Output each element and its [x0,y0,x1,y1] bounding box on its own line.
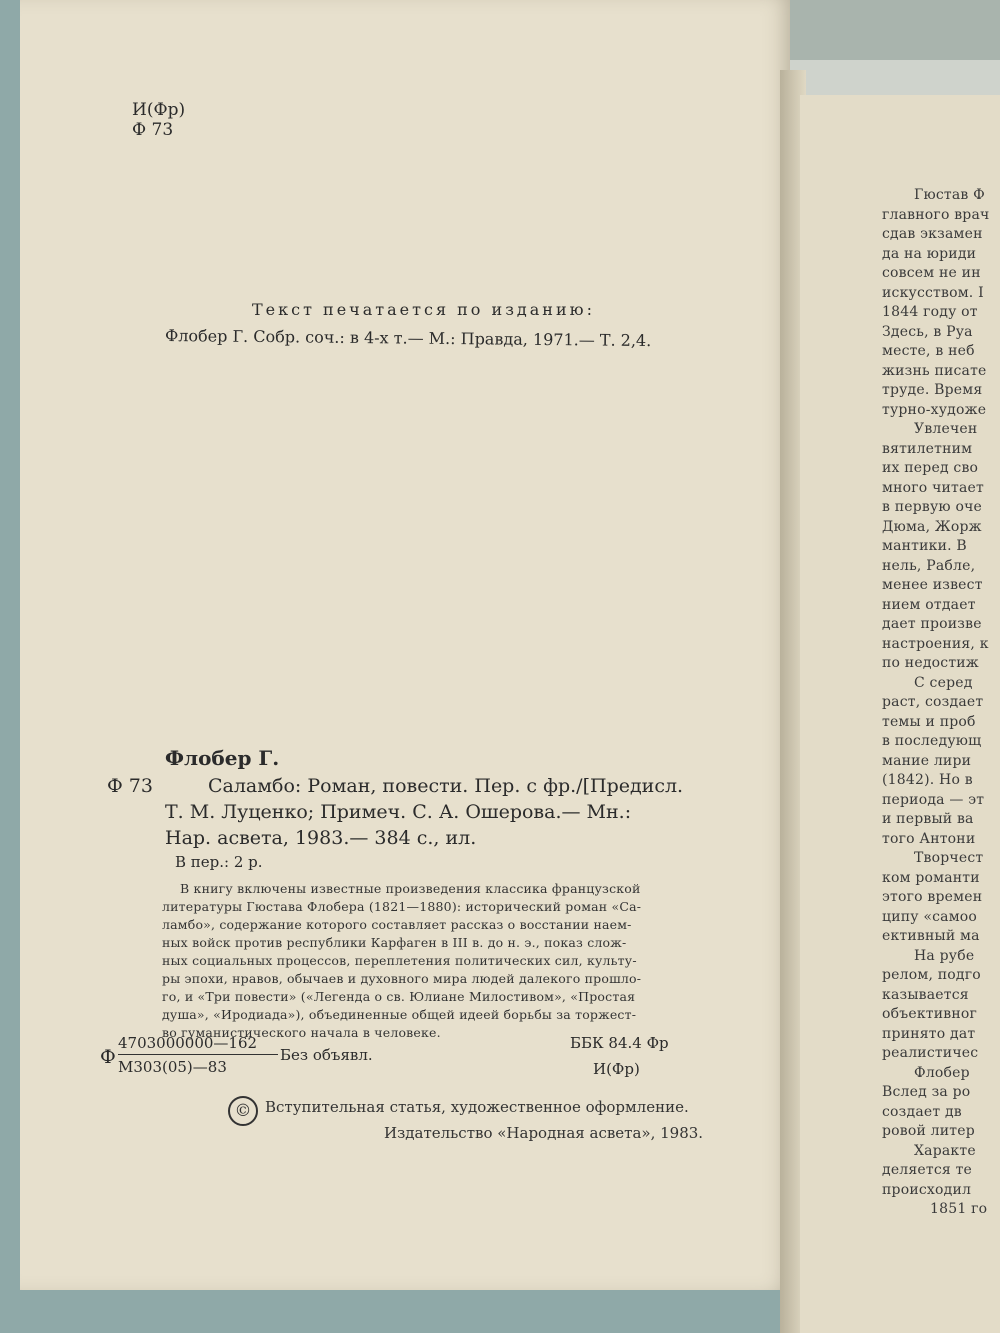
entry-cutter-mark: Ф 73 [107,775,153,797]
right-page-line: совсем не ин [882,265,981,281]
annotation-line: ных войск против республики Карфаген в III в. до н. э., показ слож- [162,935,627,950]
right-page-line: 1844 году от [882,304,978,320]
right-page-line: по недостиж [882,655,979,671]
right-page-line: их перед сво [882,460,979,476]
right-page-line: темы и проб [882,713,976,730]
right-page-line: главного врач [882,206,990,223]
source-note-citation: Флобер Г. Собр. соч.: в 4-х т.— М.: Правда, 1971.— Т. 2,4. [164,326,652,351]
right-page-line: этого времен [882,889,983,905]
right-page-line: дает произве [882,616,982,632]
entry-title-line-2: Т. М. Луценко; Примеч. С. А. Ошерова.— Мн.: [165,801,632,823]
right-page-line: релом, подго [882,967,981,983]
right-page-line: и первый ва [882,811,974,827]
catalog-letter: Ф [100,1046,116,1068]
right-page-line: сдав экзамен [882,226,983,242]
right-page-line: турно-художе [882,401,987,418]
book-annotation [162,880,727,1042]
annotation-line: ры эпохи, нравов, обычаев и духовного мира людей далекого прошло- [162,971,642,986]
entry-price: В пер.: 2 р. [175,853,263,871]
right-page-line: принято дат [882,1025,976,1042]
right-page-line: Здесь, в Руа [882,323,973,340]
right-page-line: месте, в неб [882,343,975,359]
catalog-numerator: 4703000000—162 [118,1034,258,1052]
right-page-line: ципу «самоо [882,908,978,925]
right-page-line: 1851 го [930,1201,988,1217]
entry-author: Флобер Г. [165,746,280,770]
annotation-line: литературы Гюстава Флобера (1821—1880): исторический роман «Са- [162,899,642,914]
copyright-line-1: Вступительная статья, художественное оформление. [265,1098,689,1116]
right-page-line: много читает [882,479,984,496]
annotation-line: ных социальных процессов, переплетения политических сил, культу- [162,953,637,968]
right-page [800,95,1000,1333]
right-page-line: периода — эт [882,791,985,808]
right-page-line: настроения, к [882,635,989,652]
right-page-line: создает дв [882,1103,962,1120]
right-page-line: Флобер [914,1064,970,1081]
right-page-line: объективног [882,1006,978,1022]
right-page-line: Характе [914,1142,976,1159]
right-page-line: менее извест [882,577,983,593]
left-page [20,0,790,1290]
catalog-note: Без объявл. [280,1046,373,1064]
right-page-line: (1842). Но в [882,772,973,788]
bbk-index: ББК 84.4 Фр [570,1034,669,1052]
right-page-line: мание лири [882,752,972,769]
right-page-line: казывается [882,986,969,1003]
right-page-line: ком романти [882,869,980,886]
right-page-line: мантики. В [882,538,967,554]
right-page-line: нием отдает [882,596,976,613]
entry-title-line-3: Нар. асвета, 1983.— 384 с., ил. [165,827,477,849]
classification-code: И(Фр) [132,100,186,120]
entry-title-line-1: Саламбо: Роман, повести. Пер. с фр./[Предисл. [208,775,684,797]
right-page-line: Гюстав Ф [914,187,985,203]
source-note-heading: Текст печатается по изданию: [252,300,595,319]
annotation-line: во гуманистического начала в человеке. [162,1025,441,1040]
right-page-line: реалистичес [882,1045,979,1061]
catalog-code: И(Фр) [593,1060,640,1078]
right-page-line: Дюма, Жорж [882,518,982,535]
annotation-line: душа», «Иродиада»), объединенные общей идеей борьбы за торжест- [162,1007,637,1022]
right-page-line: вятилетним [882,440,973,457]
right-page-line: да на юриди [882,245,977,262]
cutter-mark: Ф 73 [132,120,174,140]
right-page-line: происходил [882,1181,972,1198]
annotation-line: го, и «Три повести» («Легенда о св. Юлиане Милостивом», «Простая [162,989,636,1004]
right-page-line: ективный ма [882,928,980,944]
right-page-line: Вслед за ро [882,1084,971,1100]
right-page-line: жизнь писате [882,362,987,379]
right-page-line: Творчест [914,850,984,866]
right-page-line: раст, создает [882,694,984,710]
copyright-line-2: Издательство «Народная асвета», 1983. [384,1124,704,1142]
right-page-line: С серед [914,674,973,691]
right-page-line: На рубе [914,947,975,964]
catalog-denominator: М303(05)—83 [118,1058,227,1076]
fraction-bar [118,1054,278,1055]
copyright-icon: © [228,1096,258,1126]
right-page-line: в последующ [882,733,982,749]
right-page-line: того Антони [882,830,976,847]
right-page-line: нель, Рабле, [882,557,976,574]
right-page-line: ровой литер [882,1123,975,1139]
right-page-line: искусством. I [882,284,984,301]
annotation-line: В книгу включены известные произведения классика французской [180,881,641,896]
right-page-line: деляется те [882,1162,973,1178]
right-page-line: труде. Время [882,382,983,398]
right-page-line: Увлечен [914,421,978,437]
annotation-line: ламбо», содержание которого составляет рассказ о восстании наем- [162,917,632,932]
right-page-line: в первую оче [882,499,983,515]
